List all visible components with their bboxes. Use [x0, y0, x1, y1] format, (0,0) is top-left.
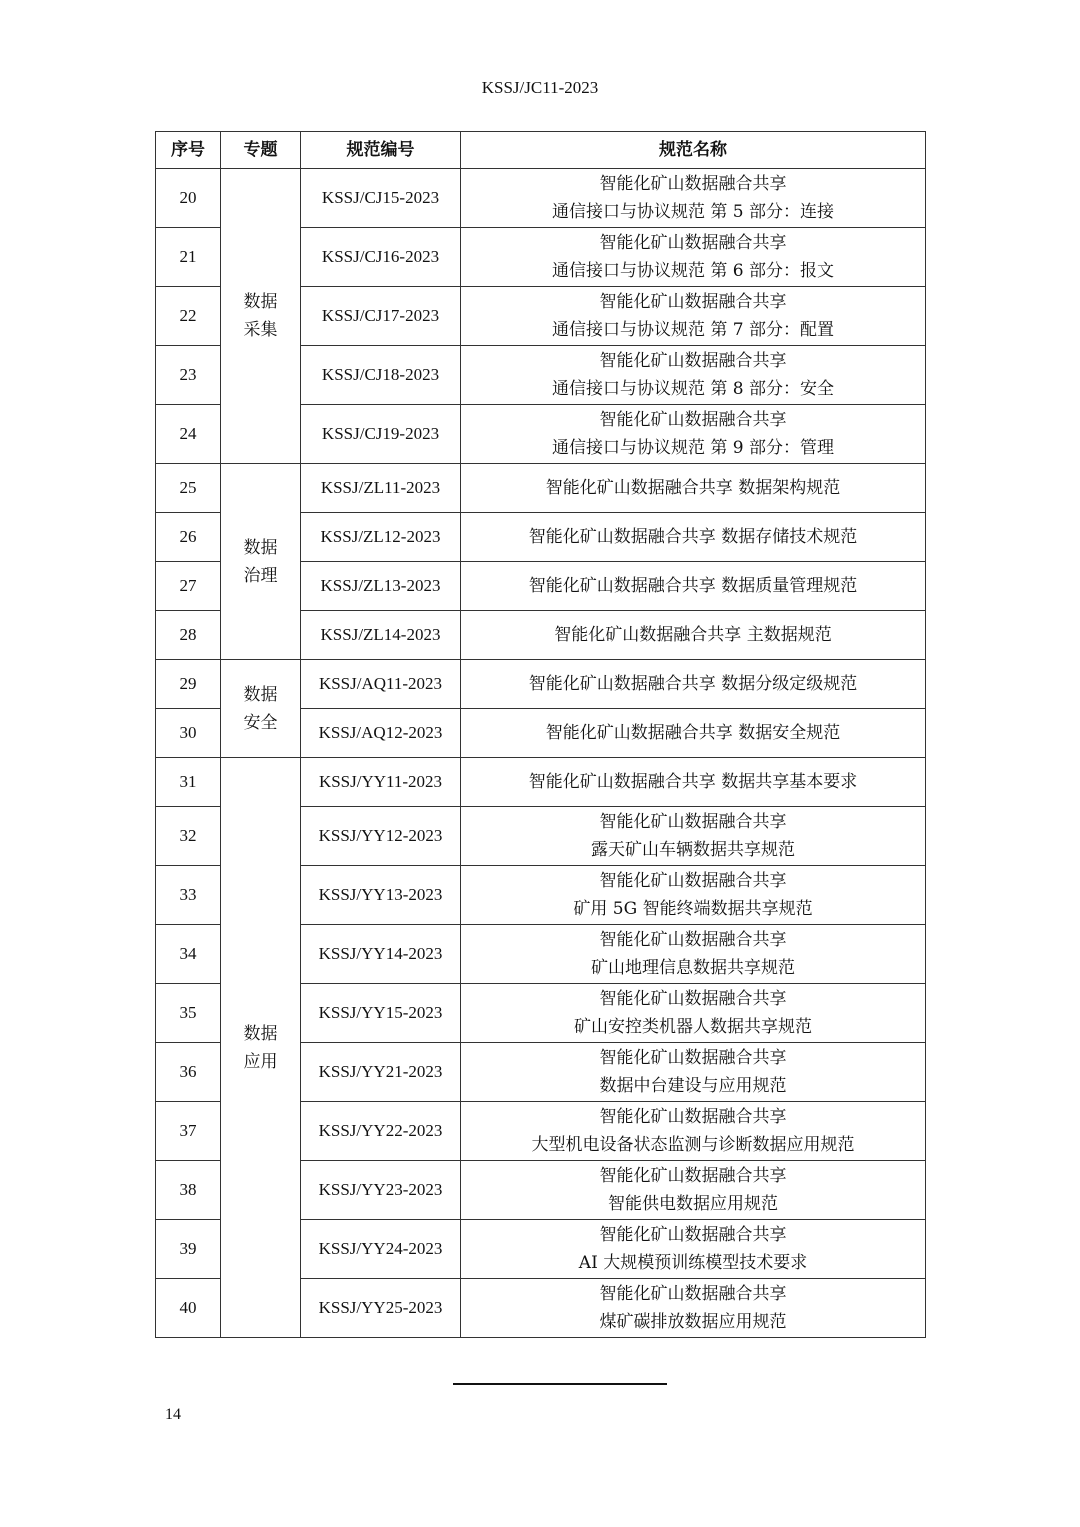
spec-name: 智能化矿山数据融合共享 数据架构规范: [461, 464, 926, 513]
row-number: 26: [156, 513, 221, 562]
row-number: 33: [156, 866, 221, 925]
spec-name: 智能化矿山数据融合共享 数据质量管理规范: [461, 562, 926, 611]
spec-name: 智能化矿山数据融合共享 数据分级定级规范: [461, 660, 926, 709]
topic-line: 采集: [243, 320, 278, 340]
spec-code: KSSJ/CJ17-2023: [301, 287, 461, 346]
spec-name: 智能化矿山数据融合共享 AI 大规模预训练模型技术要求: [461, 1220, 926, 1279]
spec-name: 智能化矿山数据融合共享 通信接口与协议规范 第 6 部分：报文: [461, 228, 926, 287]
row-number: 22: [156, 287, 221, 346]
topic-cell: [221, 758, 301, 1338]
col-header-name: 规范名称: [461, 132, 926, 169]
row-number: 21: [156, 228, 221, 287]
spec-code: KSSJ/CJ16-2023: [301, 228, 461, 287]
page-number: 14: [165, 1406, 181, 1423]
spec-code: KSSJ/YY22-2023: [301, 1102, 461, 1161]
row-number: 24: [156, 405, 221, 464]
row-number: 34: [156, 925, 221, 984]
spec-code: KSSJ/CJ19-2023: [301, 405, 461, 464]
spec-name: 智能化矿山数据融合共享 矿用 5G 智能终端数据共享规范: [461, 866, 926, 925]
spec-code: KSSJ/YY13-2023: [301, 866, 461, 925]
spec-code: KSSJ/CJ15-2023: [301, 169, 461, 228]
spec-name: 智能化矿山数据融合共享 通信接口与协议规范 第 5 部分：连接: [461, 169, 926, 228]
row-number: 39: [156, 1220, 221, 1279]
spec-name: 智能化矿山数据融合共享 数据安全规范: [461, 709, 926, 758]
row-number: 23: [156, 346, 221, 405]
row-number: 36: [156, 1043, 221, 1102]
row-number: 37: [156, 1102, 221, 1161]
topic-line: 治理: [243, 565, 278, 586]
spec-code: KSSJ/YY23-2023: [301, 1161, 461, 1220]
col-header-number: 序号: [156, 132, 221, 169]
row-number: 27: [156, 562, 221, 611]
topic-line: 安全: [243, 712, 278, 733]
row-number: 35: [156, 984, 221, 1043]
spec-code: KSSJ/YY14-2023: [301, 925, 461, 984]
standards-table: [155, 131, 926, 1338]
topic-line: 数据: [243, 292, 278, 312]
topic-line: 数据: [243, 537, 278, 558]
spec-code: KSSJ/CJ18-2023: [301, 346, 461, 405]
spec-code: KSSJ/YY12-2023: [301, 807, 461, 866]
topic-cell: [221, 169, 301, 464]
row-number: 32: [156, 807, 221, 866]
spec-code: KSSJ/YY11-2023: [301, 758, 461, 807]
col-header-code: 规范编号: [301, 132, 461, 169]
spec-code: KSSJ/YY24-2023: [301, 1220, 461, 1279]
topic-line: 数据: [243, 684, 278, 705]
table-row: [156, 169, 926, 228]
spec-code: KSSJ/ZL12-2023: [301, 513, 461, 562]
row-number: 38: [156, 1161, 221, 1220]
spec-name: 智能化矿山数据融合共享 通信接口与协议规范 第 9 部分：管理: [461, 405, 926, 464]
topic-line: 应用: [243, 1051, 278, 1072]
topic-cell: [221, 660, 301, 758]
row-number: 29: [156, 660, 221, 709]
spec-name: 智能化矿山数据融合共享 露天矿山车辆数据共享规范: [461, 807, 926, 866]
table-row: [156, 660, 926, 709]
spec-code: KSSJ/AQ11-2023: [301, 660, 461, 709]
spec-name: 智能化矿山数据融合共享 智能供电数据应用规范: [461, 1161, 926, 1220]
spec-name: 智能化矿山数据融合共享 主数据规范: [461, 611, 926, 660]
spec-name: 智能化矿山数据融合共享 煤矿碳排放数据应用规范: [461, 1279, 926, 1338]
row-number: 25: [156, 464, 221, 513]
document-code-header: KSSJ/JC11-2023: [481, 78, 599, 97]
spec-name: 智能化矿山数据融合共享 矿山安控类机器人数据共享规范: [461, 984, 926, 1043]
spec-code: KSSJ/YY25-2023: [301, 1279, 461, 1338]
table-row: [156, 464, 926, 513]
col-header-topic: 专题: [221, 132, 301, 169]
spec-code: KSSJ/AQ12-2023: [301, 709, 461, 758]
footer-divider: [453, 1383, 667, 1385]
topic-line: 数据: [243, 1023, 278, 1044]
row-number: 28: [156, 611, 221, 660]
spec-code: KSSJ/YY21-2023: [301, 1043, 461, 1102]
row-number: 30: [156, 709, 221, 758]
spec-name: 智能化矿山数据融合共享 数据共享基本要求: [461, 758, 926, 807]
row-number: 31: [156, 758, 221, 807]
spec-name: 智能化矿山数据融合共享 矿山地理信息数据共享规范: [461, 925, 926, 984]
spec-name: 智能化矿山数据融合共享 通信接口与协议规范 第 8 部分：安全: [461, 346, 926, 405]
spec-name: 智能化矿山数据融合共享 大型机电设备状态监测与诊断数据应用规范: [461, 1102, 926, 1161]
spec-code: KSSJ/ZL13-2023: [301, 562, 461, 611]
spec-code: KSSJ/ZL14-2023: [301, 611, 461, 660]
row-number: 20: [156, 169, 221, 228]
spec-code: KSSJ/ZL11-2023: [301, 464, 461, 513]
topic-cell: [221, 464, 301, 660]
spec-name: 智能化矿山数据融合共享 通信接口与协议规范 第 7 部分：配置: [461, 287, 926, 346]
spec-name: 智能化矿山数据融合共享 数据存储技术规范: [461, 513, 926, 562]
spec-name: 智能化矿山数据融合共享 数据中台建设与应用规范: [461, 1043, 926, 1102]
spec-code: KSSJ/YY15-2023: [301, 984, 461, 1043]
table-row: [156, 758, 926, 807]
row-number: 40: [156, 1279, 221, 1338]
